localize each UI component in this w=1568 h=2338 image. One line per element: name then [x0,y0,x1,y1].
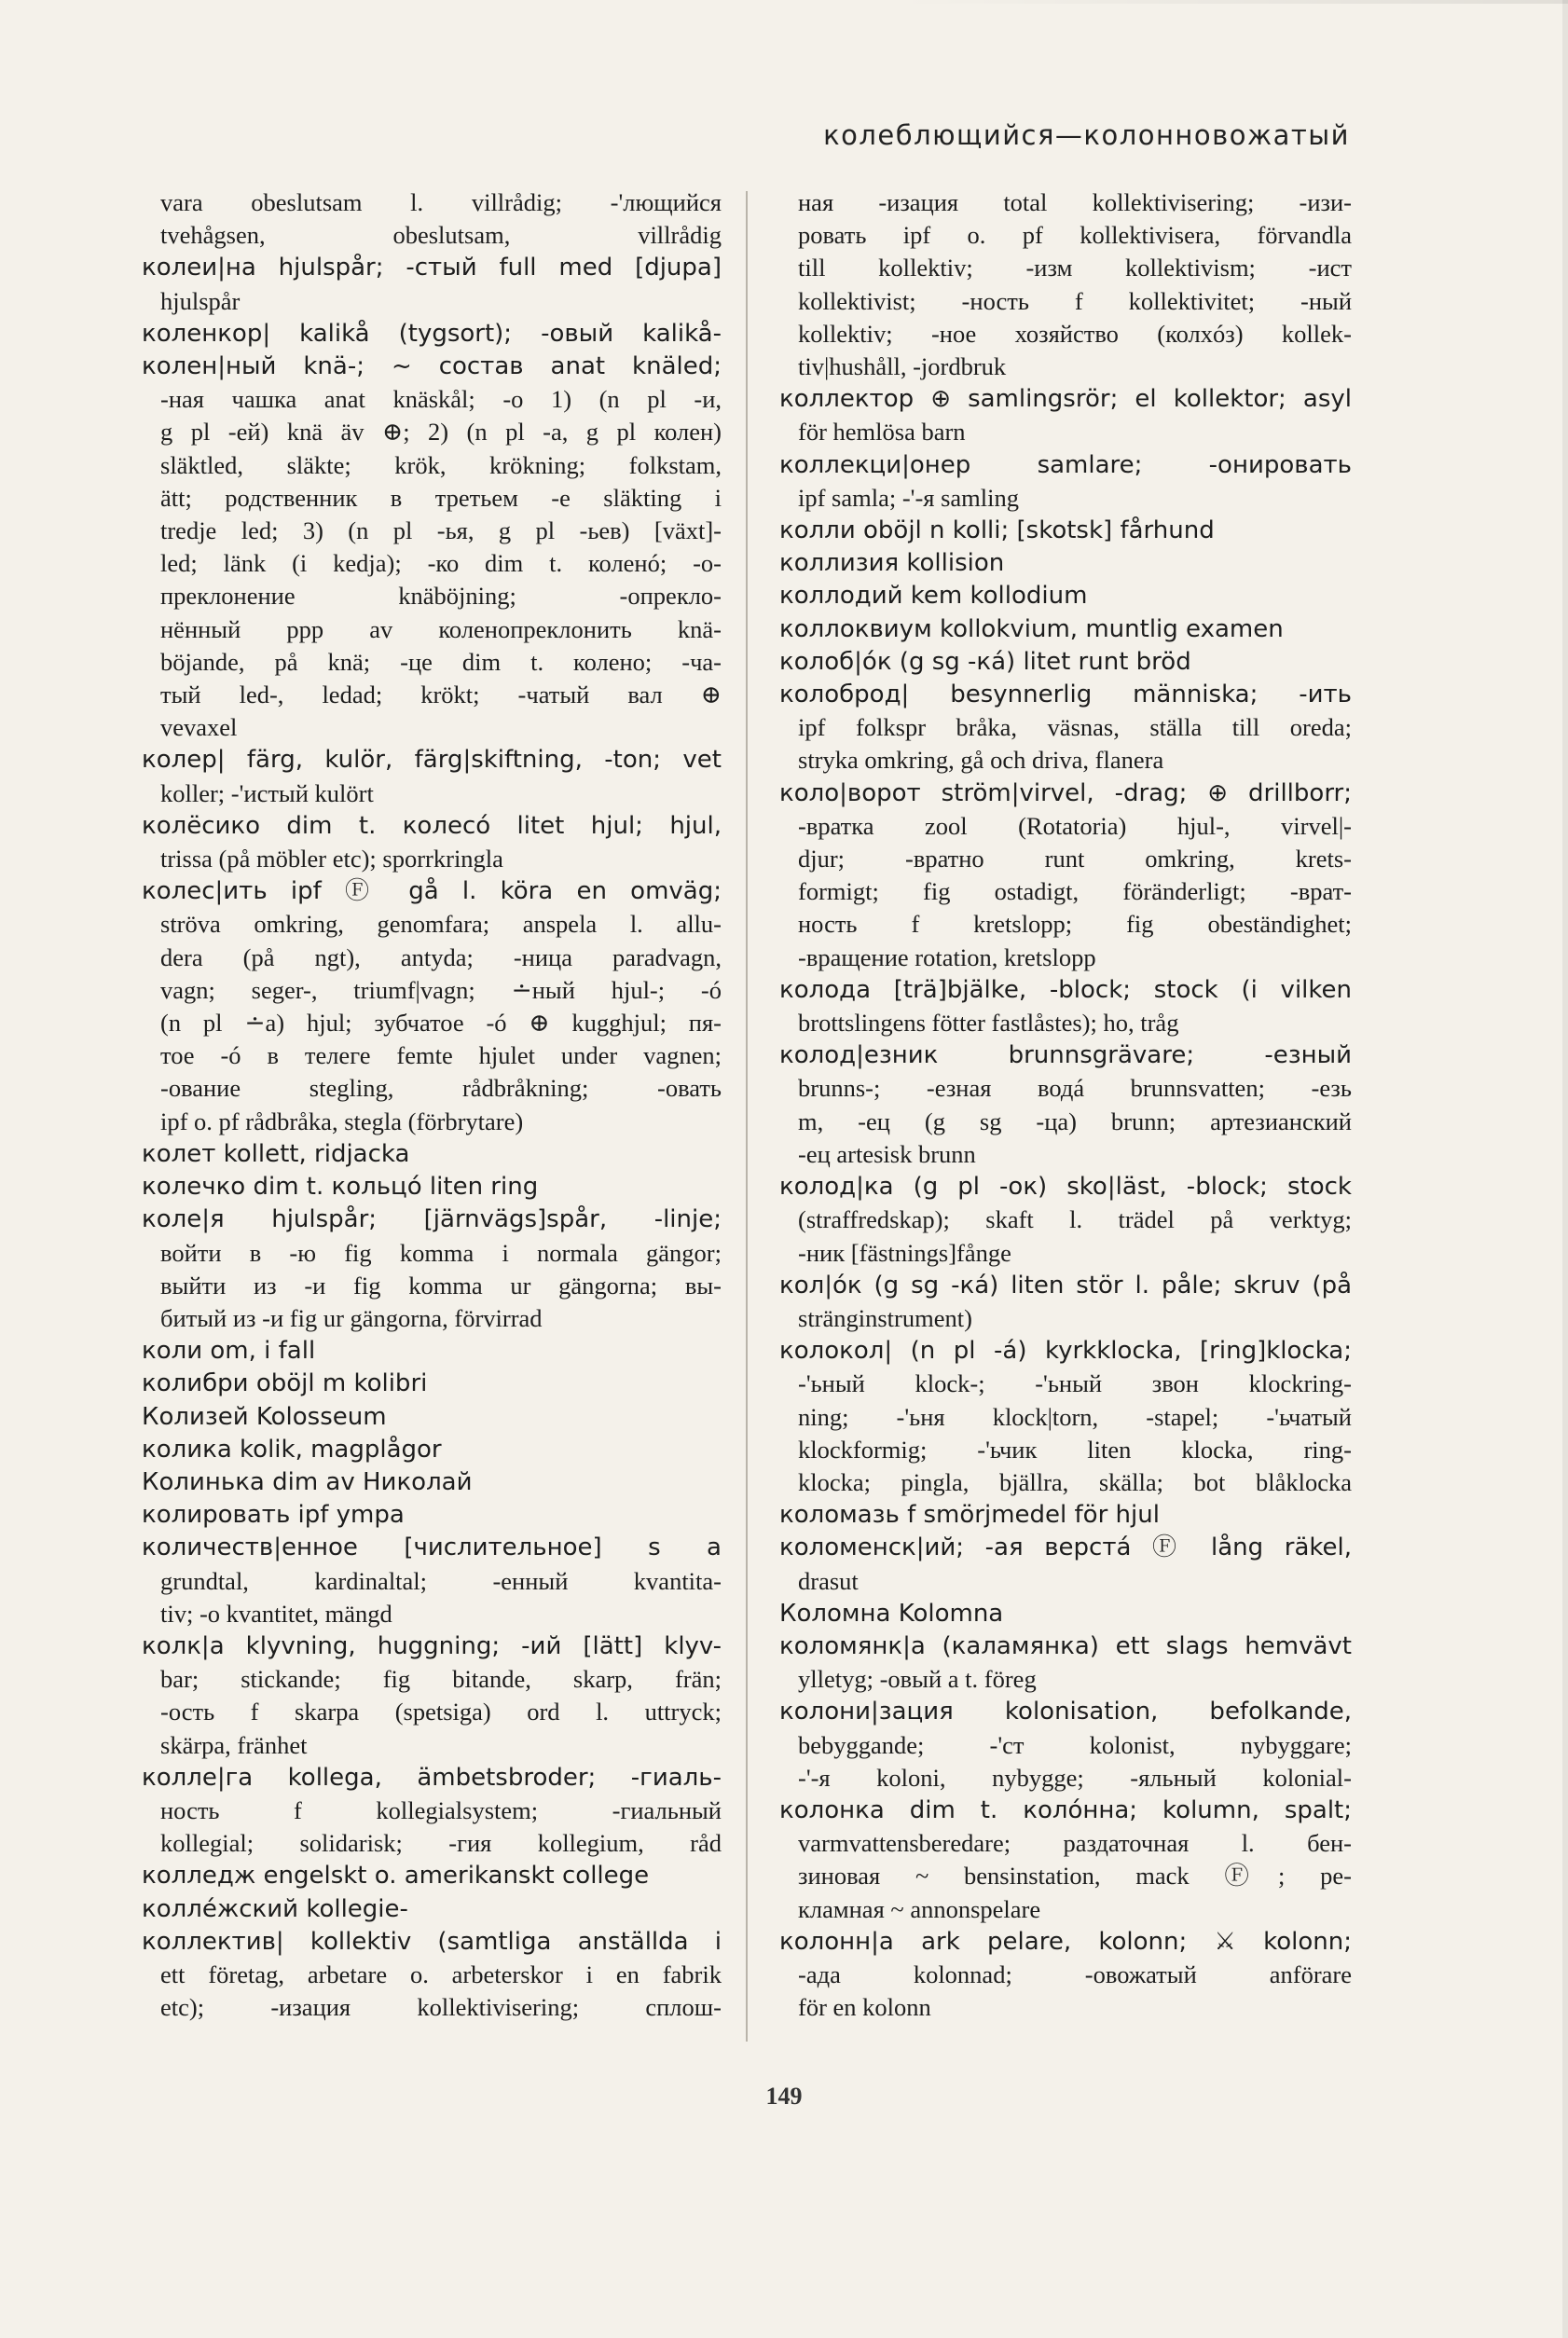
entry-text-line: ipf folkspr bråka, väsnas, ställa till oreda; [798,713,1352,742]
entry-text-line: klockformig; -'ьчик liten klocka, ring- [798,1435,1352,1464]
entry-headword-line: коло|ворот ström|virvel, -drag; ⊕ drillborr; [779,778,1352,807]
entry-text-line: -ада kolonnad; -овожатый anförare [798,1960,1352,1988]
entry-text-line: bebyggande; -'ст kolonist, nybyggare; [798,1730,1352,1759]
entry-text-line: formigt; fig ostadigt, föränderligt; -врат- [798,877,1352,906]
entry-headword-line: колес|ить ipf Ⓕ gå l. köra en omväg; [142,877,722,906]
entry-text-line: tredje led; 3) (n pl -ья, g pl -ьев) [växt]- [160,516,722,545]
entry-text-line: trissa (på möbler etc); sporrkringla [160,845,503,873]
entry-text-line: ность f kollegialsystem; -гиальный [160,1795,722,1824]
entry-text-line: -вратка zool (Rotatoria) hjul-, virvel|- [798,811,1352,840]
entry-text-line: ning; -'ьня klock|torn, -stapel; -'ьчатый [798,1402,1352,1431]
entry-text-line: tiv|hushåll, -jordbruk [798,352,1007,381]
entry-headword-line: коленкор| kalikå (tygsort); -овый kalikå- [142,319,722,348]
entry-text-line: till kollektiv; -изм kollektivism; -ист [798,254,1352,282]
entry-headword-line: колонн|а ark pelare, kolonn; ⚔ kolonn; [779,1927,1352,1956]
entry-text-line: выйти из -и fig komma ur gängorna; вы- [160,1271,722,1300]
entry-text-line: dera (på ngt), antyda; -ница paradvagn, [160,942,722,971]
entry-text-line: ность f kretslopp; fig obeständighet; [798,910,1352,939]
entry-text-line: ровать ipf o. pf kollektivisera, förvandla [798,221,1352,250]
entry-text-line: -ость f skarpa (spetsiga) ord l. uttryck; [160,1698,722,1726]
entry-text-line: кламная ~ annonspelare [798,1894,1041,1923]
entry-text-line: varmvattensberedare; раздаточная l. бен- [798,1829,1352,1858]
entry-text-line: ätt; родственник в третьем -е släkting i [160,483,722,512]
entry-headword-line: коллектив| kollektiv (samtliga anställda i [142,1927,722,1956]
entry-headword-line: Колинька dim av Николай [142,1467,473,1496]
entry-text-line: -ник [fästnings]fånge [798,1238,1011,1267]
entry-text-line: (n pl ∸а) hjul; зубчатое -ó ⊕ kugghjul; пя- [160,1009,722,1038]
entry-text-line: stränginstrument) [798,1303,972,1332]
entry-text-line: m, -ец (g sg -ца) brunn; артезианский [798,1107,1352,1135]
entry-headword-line: колибри oböjl m kolibri [142,1369,428,1398]
page-right-edge [1562,0,1568,2338]
entry-headword-line: количеств|енное [числительное] s a [142,1533,722,1562]
entry-text-line: -'-я koloni, nybygge; -яльный kolonial- [798,1763,1352,1792]
entry-text-line: tiv; -о kvantitet, mängd [160,1599,392,1628]
entry-text-line: tvehågsen, obeslutsam, villrådig [160,221,722,250]
page-number: 149 [765,2083,803,2110]
entry-headword-line: колода [trä]bjälke, -block; stock (i vilken [779,975,1352,1004]
entry-text-line: stryka omkring, gå och driva, flanera [798,746,1164,775]
entry-headword-line: коле|я hjulspår; [järnvägs]spår, -linje; [142,1205,722,1234]
entry-text-line: skärpa, fränhet [160,1730,308,1759]
entry-text-line: vara obeslutsam l. villrådig; -'лющийся [160,188,722,216]
entry-headword-line: колировать ipf ympa [142,1501,405,1530]
entry-headword-line: колика kolik, magplågor [142,1435,442,1464]
entry-headword-line: колечко dim t. кольцó liten ring [142,1173,539,1202]
entry-text-line: böjande, på knä; -це dim t. колено; -ча- [160,647,722,676]
entry-headword-line: колоброд| besynnerlig människa; -ить [779,681,1352,709]
entry-text-line: нённый ppp av коленопреклонить knä- [160,614,722,643]
entry-headword-line: коли om, i fall [142,1337,316,1366]
entry-text-line: ная -изация total kollektivisering; -изи- [798,188,1352,216]
entry-text-line: släktled, släkte; krök, krökning; folkstam, [160,450,722,479]
entry-headword-line: коллектор ⊕ samlingsrör; el kollektor; asyl [779,385,1352,414]
page-top-edge [895,0,1568,4]
entry-text-line: djur; -вратно runt omkring, krets- [798,845,1352,873]
entry-text-line: koller; -'истый kulört [160,778,374,807]
entry-headword-line: колод|ка (g pl -ок) sko|läst, -block; stock [779,1173,1352,1202]
entry-text-line: för hemlösa barn [798,418,966,447]
entry-text-line: vevaxel [160,713,238,742]
entry-headword-line: колер| färg, kulör, färg|skiftning, -ton; vet [142,746,722,775]
entry-text-line: войти в -ю fig komma i normala gängor; [160,1238,722,1267]
entry-text-line: -ование stegling, rådbråkning; -овать [160,1074,722,1103]
entry-text-line: brunns-; -езная водá brunnsvatten; -езь [798,1074,1352,1103]
entry-headword-line: колен|ный knä-; ~ состав anat knäled; [142,352,722,381]
entry-text-line: ipf o. pf rådbråka, stegla (förbrytare) [160,1107,524,1135]
entry-text-line: brottslingens fötter fastlåstes); ho, tråg [798,1009,1179,1038]
entry-headword-line: колле|га kollega, ämbetsbroder; -гиаль- [142,1763,722,1792]
entry-headword-line: колеи|на hjulspår; -стый full med [djupa] [142,254,722,282]
entry-text-line: led; länk (i kedja); -ко dim t. коленó; -о- [160,549,722,578]
entry-text-line: -'ьный klock-; -'ьный звон klockring- [798,1369,1352,1398]
entry-text-line: ylletyg; -овый a t. föreg [798,1665,1037,1694]
entry-text-line: kollegial; solidarisk; -гия kollegium, råd [160,1829,722,1858]
entry-text-line: kollektivist; -ность f kollektivitet; -ный [798,286,1352,315]
entry-text-line: ipf samla; -'-я samling [798,483,1020,512]
entry-headword-line: колёсико dim t. колесó litet hjul; hjul, [142,811,722,840]
entry-headword-line: коломенск|ий; -ая верстá Ⓕ lång räkel, [779,1533,1352,1562]
entry-text-line: kollektiv; -ное хозяйство (колхóз) kollek- [798,319,1352,348]
entry-headword-line: колледж engelskt o. amerikanskt college [142,1862,650,1891]
entry-headword-line: колли oböjl n kolli; [skotsk] fårhund [779,516,1215,545]
entry-text-line: vagn; seger-, triumf|vagn; ∸ный hjul-; -ó [160,975,722,1004]
entry-headword-line: колоб|óк (g sg -кá) litet runt bröd [779,647,1191,676]
column-divider [746,191,748,2042]
running-head: колеблющийся—колонновожатый [823,119,1350,151]
entry-text-line: битый из -и fig ur gängorna, förvirrad [160,1303,543,1332]
entry-text-line: -ец artesisk brunn [798,1139,976,1168]
entry-headword-line: колод|езник brunnsgrävare; -езный [779,1041,1352,1070]
entry-headword-line: колле́жский kollegie- [142,1894,408,1923]
entry-text-line: grundtal, kardinaltal; -енный kvantita- [160,1566,722,1595]
entry-headword-line: Коломна Kolomna [779,1599,1004,1628]
entry-text-line: bar; stickande; fig bitande, skarp, frän; [160,1665,722,1694]
entry-text-line: för en kolonn [798,1993,931,2022]
entry-text-line: hjulspår [160,286,241,315]
entry-text-line: тый led-, ledad; krökt; -чатый вал ⊕ [160,681,722,709]
entry-headword-line: коллизия kollision [779,549,1005,578]
entry-text-line: g pl -ей) knä äv ⊕; 2) (n pl -а, g pl колен) [160,418,722,447]
entry-text-line: (straffredskap); skaft l. trädel på verktyg; [798,1205,1352,1234]
entry-text-line: преклонение knäböjning; -опрекло- [160,582,722,611]
entry-headword-line: коллодий kem kollodium [779,582,1088,611]
entry-text-line: drasut [798,1566,859,1595]
entry-text-line: -ная чашка anat knäskål; -о 1) (n pl -и, [160,385,722,414]
entry-headword-line: колет kollett, ridjacka [142,1139,410,1168]
entry-headword-line: колокол| (n pl -á) kyrkklocka, [ring]klocka; [779,1337,1352,1366]
entry-headword-line: колонка dim t. колóнна; kolumn, spalt; [779,1795,1352,1824]
left-column [142,186,722,2024]
entry-text-line: ett företag, arbetare o. arbeterskor i en fabrik [160,1960,722,1988]
entry-headword-line: коломянк|а (каламянка) ett slags hemvävt [779,1631,1352,1660]
entry-headword-line: Колизей Kolosseum [142,1402,387,1431]
entry-headword-line: кол|óк (g sg -кá) liten stör l. påle; skruv (på [779,1271,1352,1300]
entry-headword-line: коллекци|онер samlare; -онировать [779,450,1352,479]
entry-headword-line: колони|зация kolonisation, befolkande, [779,1698,1352,1726]
entry-text-line: etc); -изация kollektivisering; сплош- [160,1993,722,2022]
entry-headword-line: колк|а klyvning, huggning; -ий [lätt] klyv- [142,1631,722,1660]
entry-text-line: ströva omkring, genomfara; anspela l. allu- [160,910,722,939]
entry-headword-line: коломазь f smörjmedel för hjul [779,1501,1160,1530]
entry-text-line: тое -ó в телеге femte hjulet under vagnen; [160,1041,722,1070]
right-column [779,186,1352,2024]
entry-text-line: -вращение rotation, kretslopp [798,942,1096,971]
entry-text-line: зиновая ~ bensinstation, mack Ⓕ; ре- [798,1862,1352,1891]
entry-text-line: klocka; pingla, bjällra, skälla; bot blåklocka [798,1467,1352,1496]
entry-headword-line: коллоквиум kollokvium, muntlig examen [779,614,1284,643]
